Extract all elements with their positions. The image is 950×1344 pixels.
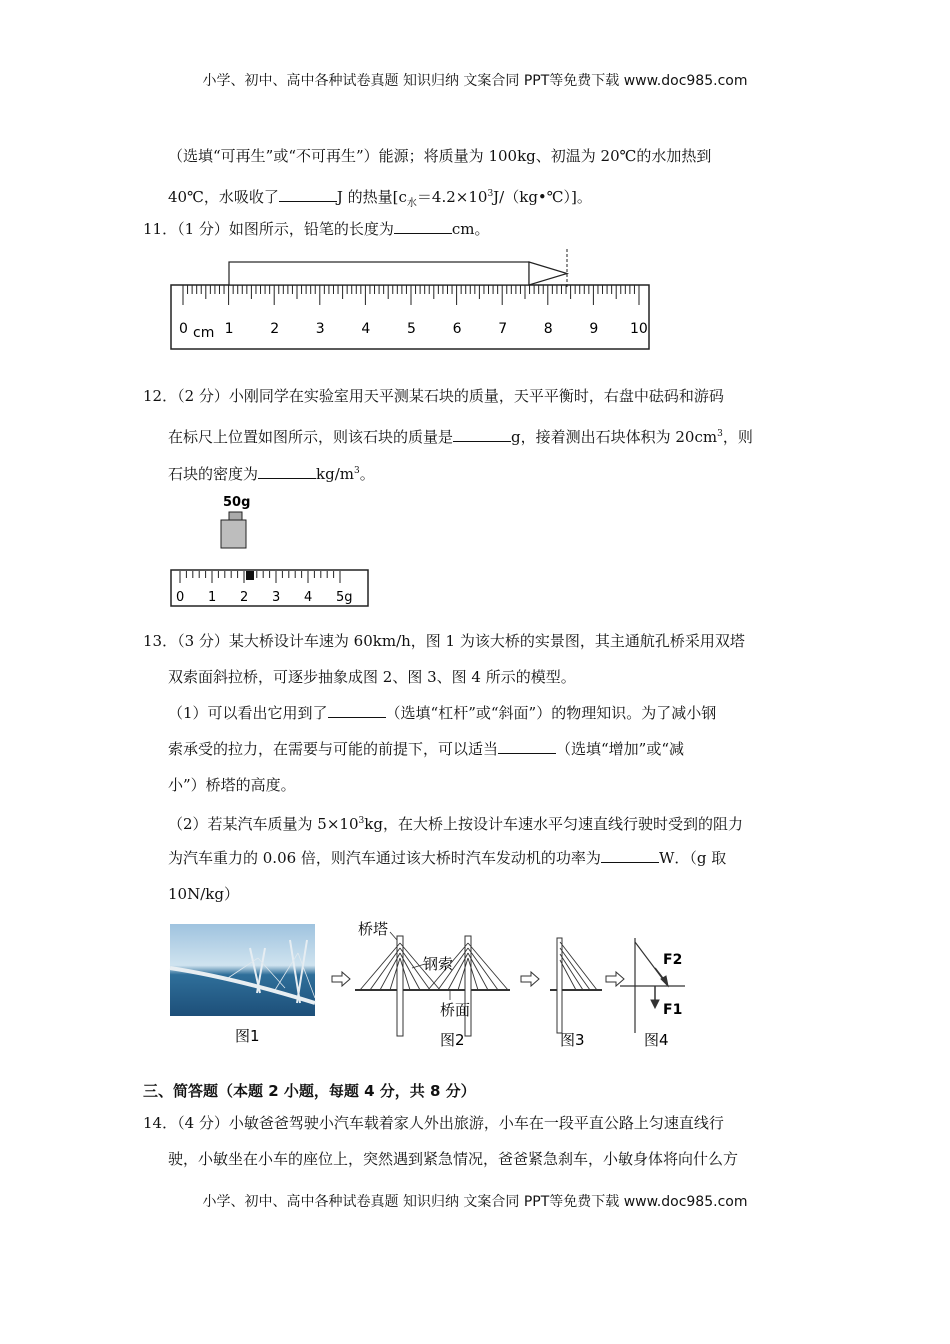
q13-text: （选填“增加”或“减 bbox=[556, 740, 685, 758]
scale-label: 1 bbox=[208, 590, 217, 605]
label-f1: F1 bbox=[663, 1002, 683, 1018]
q13-text: 为汽车重力的 0.06 倍，则汽车通过该大桥时汽车发动机的功率为 bbox=[168, 849, 601, 867]
label-cable: 钢索 bbox=[423, 955, 454, 973]
balance-figure bbox=[165, 490, 375, 612]
ruler-label: 10 bbox=[630, 321, 648, 337]
bridge-figures bbox=[165, 918, 710, 1058]
q11-line bbox=[143, 219, 490, 239]
q14-line2: 驶，小敏坐在小车的座位上，突然遇到紧急情况，爸爸紧急刹车，小敏身体将向什么方 bbox=[168, 1150, 739, 1168]
q13-line8: 10N/kg） bbox=[168, 885, 239, 903]
q12-line3 bbox=[168, 461, 375, 484]
q13-superscript: 3 bbox=[358, 816, 365, 826]
bridge-model-two-towers bbox=[355, 932, 510, 1036]
answer-blank bbox=[453, 427, 511, 442]
label-tower: 桥塔 bbox=[358, 920, 389, 938]
page-header: 小学、初中、高中各种试卷真题 知识归纳 文案合同 PPT等免费下载 www.doc985.com bbox=[202, 73, 748, 89]
caption-fig2: 图2 bbox=[440, 1031, 465, 1049]
pencil-tip bbox=[529, 262, 567, 285]
scale-label: 2 bbox=[240, 590, 249, 605]
q12-text: kg/m bbox=[316, 465, 354, 483]
ruler-label: 2 bbox=[270, 321, 280, 337]
q13-line1: 13．（3 分）某大桥设计车速为 60km/h，图 1 为该大桥的实景图，其主通航孔桥采用双塔 bbox=[143, 632, 745, 650]
arrow-icon bbox=[332, 972, 350, 986]
q13-line2: 双索面斜拉桥，可逐步抽象成图 2、图 3、图 4 所示的模型。 bbox=[168, 668, 576, 686]
answer-blank bbox=[328, 703, 386, 718]
weight-block bbox=[221, 520, 246, 548]
q13-line4 bbox=[168, 739, 684, 759]
label-f2: F2 bbox=[663, 952, 683, 968]
q12-text: 石块的密度为 bbox=[168, 465, 259, 483]
q13-text: （2）若某汽车质量为 5×10 bbox=[168, 815, 359, 833]
q10-text: ＝4.2×10 bbox=[416, 188, 488, 206]
arrow-icon bbox=[606, 972, 624, 986]
q13-text: （1）可以看出它用到了 bbox=[168, 704, 328, 722]
q12-text: 。 bbox=[359, 465, 375, 483]
ruler-label: 0 bbox=[179, 321, 188, 337]
scale-label: 5g bbox=[336, 590, 353, 605]
q12-text: ，则 bbox=[722, 428, 753, 446]
q13-line6 bbox=[168, 811, 743, 834]
q11-text: 11．（1 分）如图所示，铅笔的长度为 bbox=[143, 220, 394, 238]
ruler-label: 1 bbox=[224, 321, 234, 337]
q13-text: kg，在大桥上按设计车速水平匀速直线行驶时受到的阻力 bbox=[364, 815, 743, 833]
answer-blank bbox=[279, 187, 337, 202]
caption-fig3: 图3 bbox=[560, 1031, 585, 1049]
ruler-label: 4 bbox=[361, 321, 371, 337]
page-footer: 小学、初中、高中各种试卷真题 知识归纳 文案合同 PPT等免费下载 www.doc985.com bbox=[202, 1194, 748, 1210]
answer-blank bbox=[394, 219, 452, 234]
q12-superscript: 3 bbox=[717, 429, 723, 439]
q10-line1: （选填“可再生”或“不可再生”）能源；将质量为 100kg、初温为 20℃的水加热到 bbox=[168, 147, 712, 165]
arrow-icon bbox=[521, 972, 539, 986]
ruler-label: 7 bbox=[498, 321, 508, 337]
scale-label: 0 bbox=[176, 590, 185, 605]
scale-label: 3 bbox=[272, 590, 281, 605]
ruler-body bbox=[171, 285, 649, 349]
scale-label: 4 bbox=[304, 590, 313, 605]
weight-knob bbox=[229, 512, 242, 520]
ruler-unit: cm bbox=[193, 325, 215, 341]
caption-fig4: 图4 bbox=[644, 1031, 669, 1049]
answer-blank bbox=[258, 464, 316, 479]
pencil-body bbox=[229, 262, 529, 285]
q13-line5: 小”）桥塔的高度。 bbox=[168, 776, 296, 794]
ruler-label: 5 bbox=[407, 321, 416, 337]
q12-superscript: 3 bbox=[353, 466, 360, 476]
q10-line2 bbox=[168, 184, 592, 214]
bridge-photo bbox=[170, 924, 315, 1016]
ruler-label: 3 bbox=[315, 321, 325, 337]
answer-blank bbox=[601, 848, 659, 863]
q11-text: cm。 bbox=[451, 220, 490, 238]
q13-line3 bbox=[168, 703, 716, 723]
bridge-model-single-tower bbox=[550, 938, 602, 1033]
rider-marker bbox=[246, 571, 254, 580]
answer-blank bbox=[498, 739, 556, 754]
q13-text: （选填“杠杆”或“斜面”）的物理知识。为了减小钢 bbox=[385, 704, 717, 722]
q10-text: J 的热量[c bbox=[336, 188, 407, 206]
q10-superscript: 3 bbox=[487, 189, 494, 199]
ruler-label: 8 bbox=[543, 321, 553, 337]
ruler-label: 6 bbox=[452, 321, 462, 337]
q13-line7 bbox=[168, 848, 726, 868]
q12-line2 bbox=[168, 424, 753, 447]
q12-text: g，接着测出石块体积为 20cm bbox=[511, 428, 718, 446]
ruler-label: 9 bbox=[589, 321, 599, 337]
ruler-figure bbox=[165, 245, 655, 355]
label-deck: 桥面 bbox=[440, 1001, 471, 1019]
q14-line1: 14．（4 分）小敏爸爸驾驶小汽车载着家人外出旅游，小车在一段平直公路上匀速直线行 bbox=[143, 1114, 724, 1132]
weight-label: 50g bbox=[223, 495, 251, 510]
q13-text: 索承受的拉力，在需要与可能的前提下，可以适当 bbox=[168, 740, 499, 758]
q10-text: 40℃，水吸收了 bbox=[168, 188, 279, 206]
q10-text: J/（kg•℃）]。 bbox=[493, 188, 592, 206]
q13-text: W．（g 取 bbox=[658, 849, 727, 867]
caption-fig1: 图1 bbox=[235, 1027, 260, 1045]
q12-line1: 12．（2 分）小刚同学在实验室用天平测某石块的质量，天平平衡时，右盘中砝码和游码 bbox=[143, 387, 724, 405]
q12-text: 在标尺上位置如图所示，则该石块的质量是 bbox=[168, 428, 454, 446]
q10-subscript: 水 bbox=[406, 198, 417, 209]
section-title: 三、简答题（本题 2 小题，每题 4 分，共 8 分） bbox=[143, 1082, 476, 1100]
